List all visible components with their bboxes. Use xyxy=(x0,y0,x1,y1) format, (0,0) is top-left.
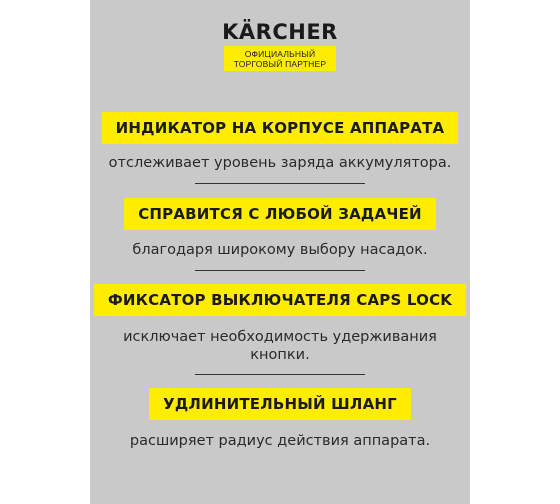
feature-panel xyxy=(90,0,470,504)
partner-line-1: ОФИЦИАЛЬНЫЙ xyxy=(244,49,316,59)
partner-line-2: ТОРГОВЫЙ ПАРТНЕР xyxy=(233,59,327,69)
feature-3-description-line-1: исключает необходимость удерживания xyxy=(123,329,437,345)
feature-1-title: ИНДИКАТОР НА КОРПУСЕ АППАРАТА xyxy=(102,112,459,144)
divider-2 xyxy=(195,270,365,271)
feature-3-title: ФИКСАТОР ВЫКЛЮЧАТЕЛЯ CAPS LOCK xyxy=(94,284,466,316)
feature-3-description xyxy=(90,328,470,364)
feature-2-description-line-1: благодаря широкому выбору насадок. xyxy=(132,242,428,258)
feature-1-description xyxy=(90,154,470,172)
feature-2-title: СПРАВИТСЯ С ЛЮБОЙ ЗАДАЧЕЙ xyxy=(124,198,436,230)
feature-3 xyxy=(90,284,470,316)
feature-3-description-line-2: кнопки. xyxy=(250,347,310,363)
feature-4 xyxy=(90,388,470,420)
feature-4-description-line-1: расширяет радиус действия аппарата. xyxy=(129,433,431,449)
feature-1-description-line-1: отслеживает уровень заряда аккумулятора. xyxy=(108,155,452,171)
feature-2-description xyxy=(90,241,470,259)
brand-logo xyxy=(90,20,470,71)
divider-3 xyxy=(195,374,365,375)
partner-badge xyxy=(224,46,336,71)
feature-4-description xyxy=(90,432,470,450)
feature-4-title: УДЛИНИТЕЛЬНЫЙ ШЛАНГ xyxy=(149,388,411,420)
feature-1 xyxy=(90,112,470,144)
brand-name: KÄRCHER xyxy=(222,20,338,44)
divider-1 xyxy=(195,183,365,184)
feature-2 xyxy=(90,198,470,230)
